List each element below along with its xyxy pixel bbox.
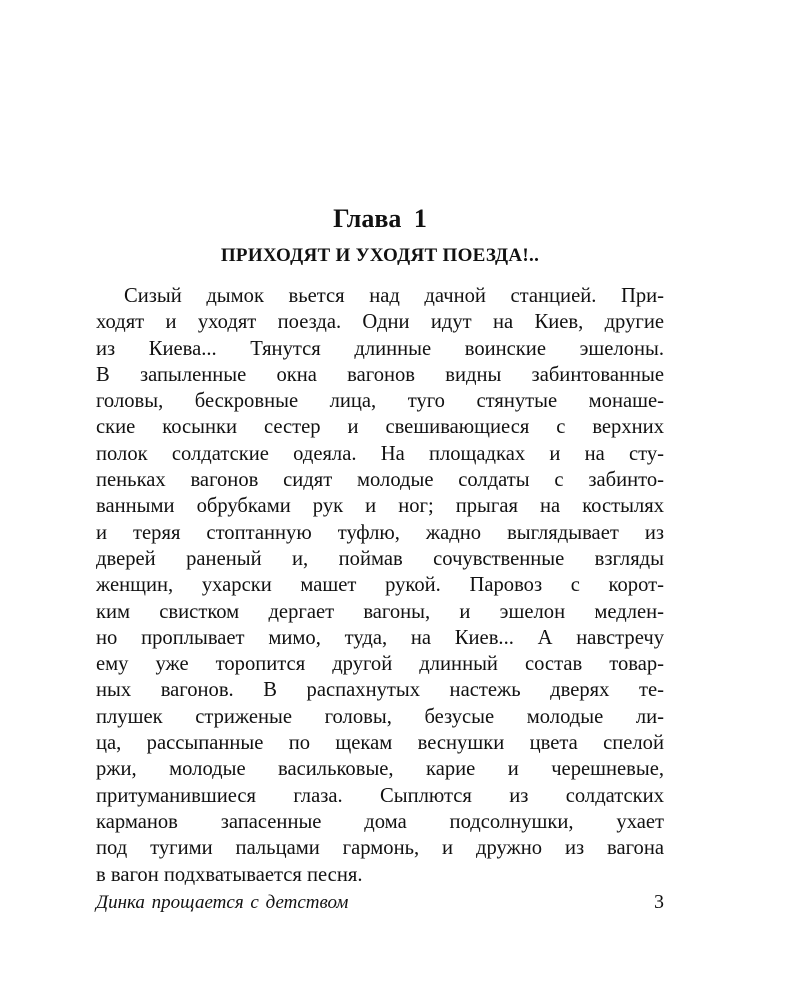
running-title: Динка прощается с детством [96, 892, 349, 913]
chapter-title: ПРИХОДЯТ И УХОДЯТ ПОЕЗДА!.. [220, 245, 540, 266]
text-line: ца, рассыпанные по щекам веснушки цвета спелой [96, 732, 664, 755]
text-line: Сизый дымок вьется над дачной станцией. При- [124, 285, 664, 307]
text-line: под тугими пальцами гармонь, и дружно из вагона [96, 837, 664, 860]
text-line: дверей раненый и, поймав сочувственные взгляды [96, 547, 664, 570]
text-line: в вагон подхватывается песня. [96, 863, 363, 886]
text-line: полок солдатские одеяла. На площадках и на сту- [96, 442, 664, 465]
text-line: пеньках вагонов сидят молодые солдаты с забинто- [96, 469, 664, 492]
text-line: карманов запасенные дома подсолнушки, ухает [96, 810, 664, 833]
text-line: ванными обрубками рук и ног; прыгая на костылях [96, 495, 664, 518]
body-paragraph [96, 283, 664, 888]
text-line: ных вагонов. В распахнутых настежь дверях те- [96, 679, 664, 702]
text-line: ржи, молодые васильковые, карие и черешневые, [96, 758, 664, 781]
text-line: но проплывает мимо, туда, на Киев... А навстречу [96, 626, 664, 649]
text-line: плушек стриженые головы, безусые молодые ли- [96, 705, 664, 728]
text-line: В запыленные окна вагонов видны забинтованные [96, 363, 664, 386]
text-line: ему уже торопится другой длинный состав товар- [96, 653, 664, 676]
page-number: 3 [654, 891, 664, 913]
text-line: из Киева... Тянутся длинные воинские эшелоны. [96, 337, 664, 360]
text-line: женщин, ухарски машет рукой. Паровоз с корот- [96, 574, 664, 597]
text-line: ские косынки сестер и свешивающиеся с верхних [96, 416, 664, 439]
chapter-label: Глава 1 [333, 204, 427, 233]
text-line: притуманившиеся глаза. Сыплются из солдатских [96, 784, 664, 807]
text-line: ходят и уходят поезда. Одни идут на Киев, другие [96, 311, 664, 334]
text-line: головы, бескровные лица, туго стянутые монаше- [96, 390, 664, 413]
text-line: и теряя стоптанную туфлю, жадно выглядывает из [96, 521, 664, 544]
text-line: ким свистком дергает вагоны, и эшелон медлен- [96, 600, 664, 623]
